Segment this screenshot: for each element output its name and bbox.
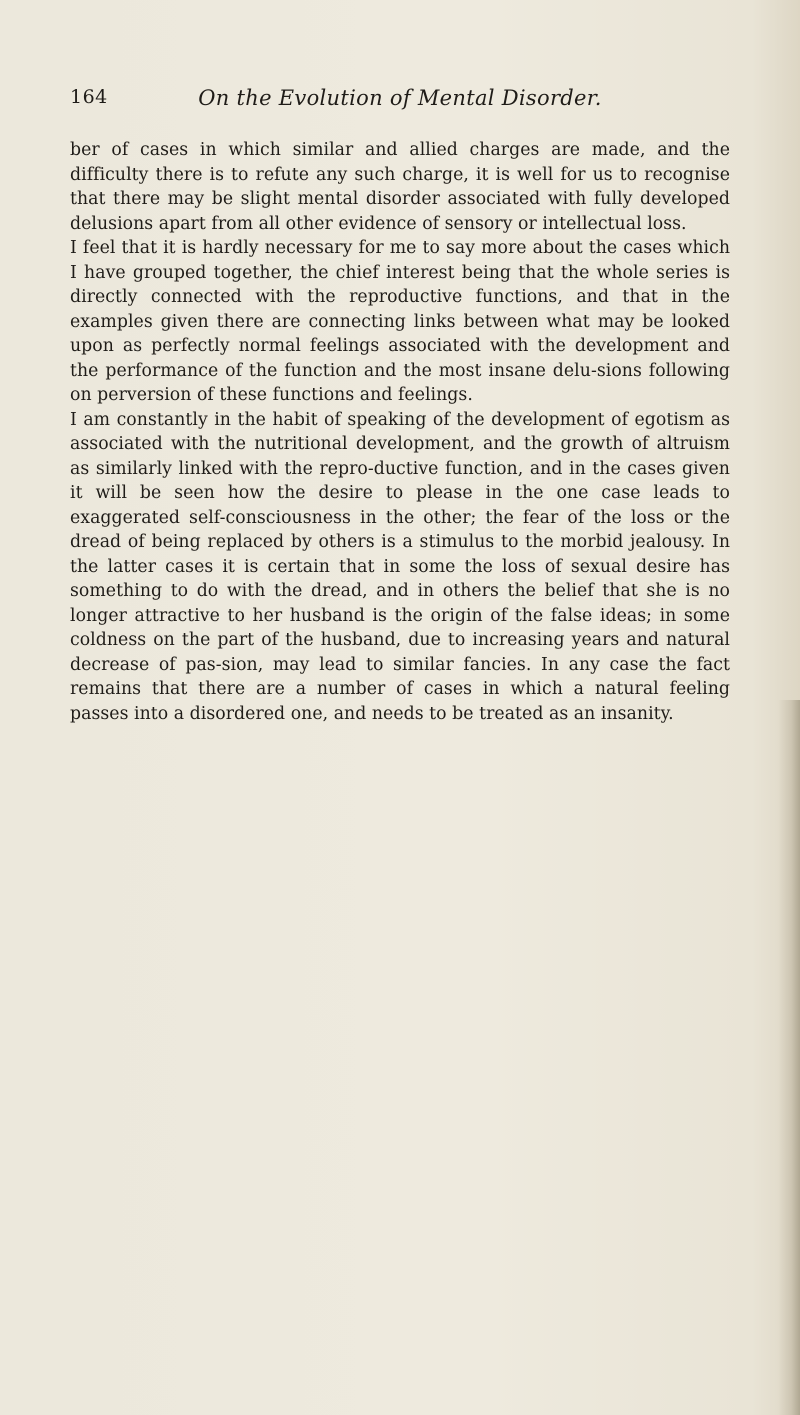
paragraph-1: ber of cases in which similar and allied charges are made, and the difficulty there is to refute any such charge, it is well for us to recognise that there may be slight mental disorder associated with fully developed delusions apart from all other evidence of sensory or intellectual loss.	[70, 140, 730, 234]
paragraph-2: I feel that it is hardly necessary for me to say more about the cases which I have grouped together, the chief interest being that the whole series is directly connected with the reproductive functions, and that in the examples given there are connecting links between what may be looked upon as perfectly normal feelings associated with the development and the performance of the function and the most insane delu-sions following on perversion of these functions and feelings.	[70, 238, 730, 405]
paragraph-3: I am constantly in the habit of speaking of the development of egotism as associated with the nutritional development, and the growth of altruism as similarly linked with the repro-ductive function, and in the cases given it will be seen how the desire to please in the one case leads to exaggerated self-consciousness in the other; the fear of the loss or the dread of being replaced by others is a stimulus to the morbid jealousy. In the latter cases it is certain that in some the loss of sexual desire has something to do with the dread, and in others the belief that she is no longer attractive to her husband is the origin of the false ideas; in some coldness on the part of the husband, due to increasing years and natural decrease of pas-sion, may lead to similar fancies. In any case the fact remains that there are a number of cases in which a natural feeling passes into a disordered one, and needs to be treated as an insanity.	[70, 409, 730, 724]
page-number: 164	[70, 86, 108, 108]
page-edge-shadow	[778, 700, 800, 1415]
page-header	[70, 86, 730, 116]
body-text	[70, 138, 730, 726]
running-title: On the Evolution of Mental Disorder.	[198, 86, 602, 110]
